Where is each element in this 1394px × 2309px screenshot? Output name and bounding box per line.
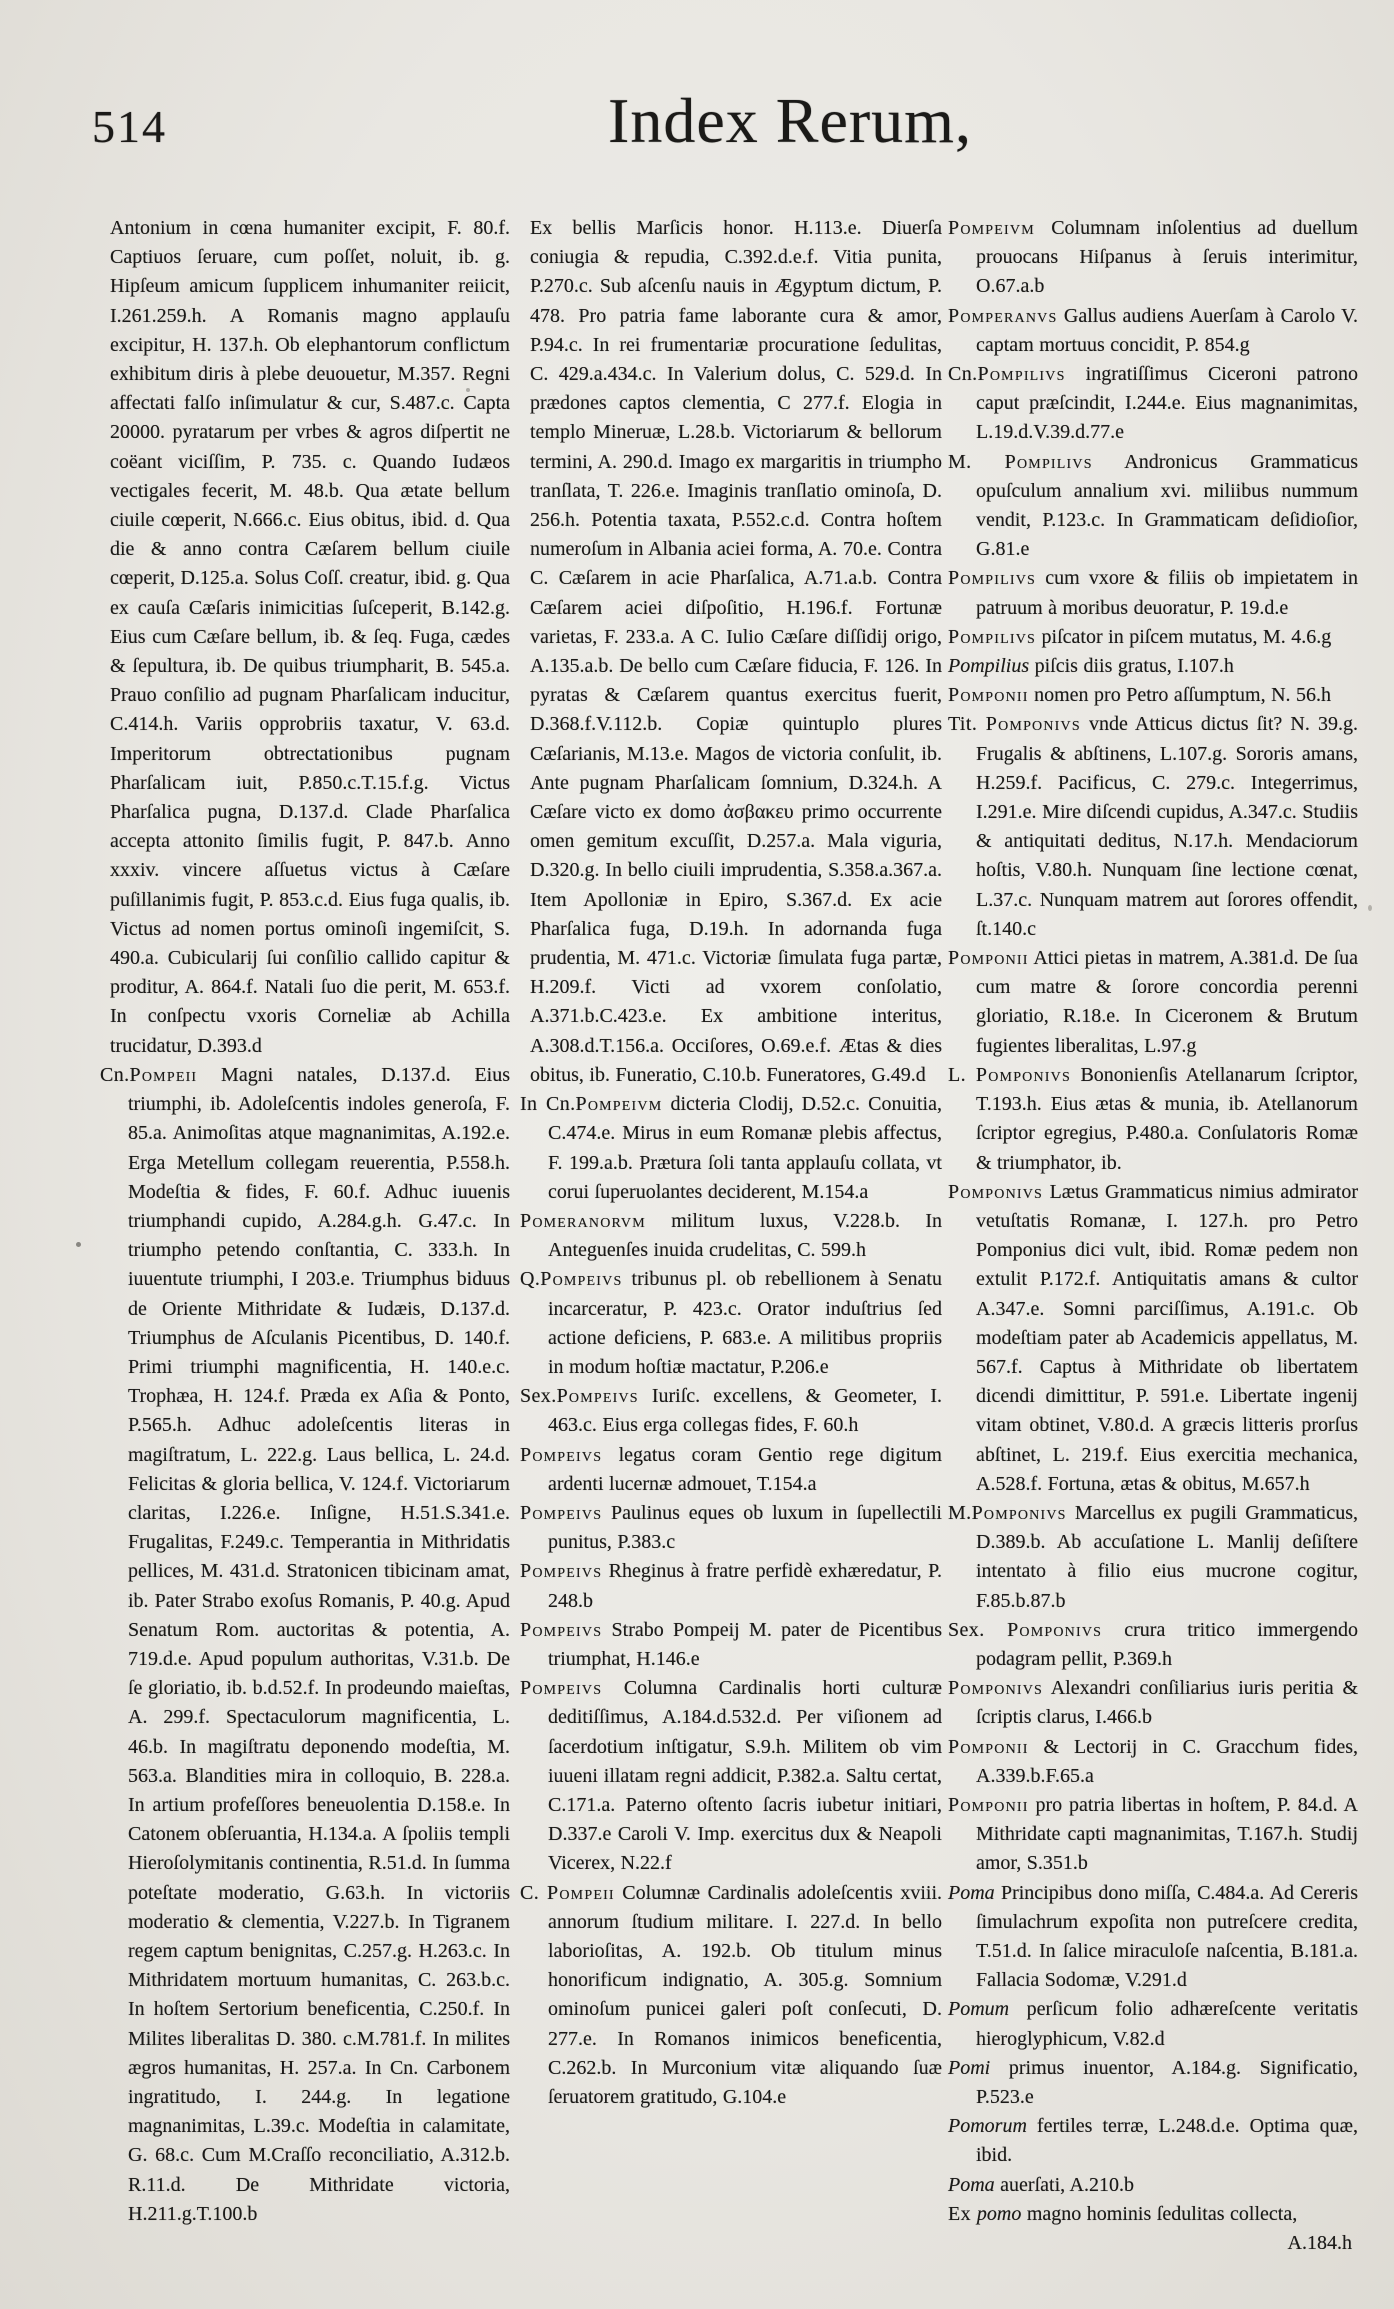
headword: Poma xyxy=(948,2173,995,2196)
headword-prefix: Cn. xyxy=(100,1063,130,1086)
index-entry: Pompeivs legatus coram Gentio rege digitum ardenti lucernæ admouet, T.154.a xyxy=(520,1443,942,1495)
index-entry: Pompilivs piſcator in piſcem mutatus, M. 4.6.g xyxy=(948,625,1332,648)
index-entry: Pompilivs cum vxore & filiis ob impietatem in patruum à moribus deuoratur, P. 19.d.e xyxy=(948,567,1358,619)
index-entry: Pomponivs Lætus Grammaticus nimius admirator vetuſtatis Romanæ, I. 127.h. pro Petro Pomponius dici vult, ibid. Romæ pedem non extulit P.172.f. Antiquitatis amans & cultor A.347.e. Somni parciſſimus, A.191.c. Ob modeſtiam pater ab Academicis appellatus, M. 567.f. Captus à Mithridate ob libertatem dicendi dimittitur, P. 591.e. Libertate ingenij vitam obtinet, V.80.d. A græcis litteris prorſus abſtinet, L. 219.f. Eius exercitia mechanica, A.528.f. Fortuna, ætas & obitus, M.657.h xyxy=(948,1180,1358,1495)
headword: pomo xyxy=(976,2202,1022,2225)
headword: Pompeivs xyxy=(540,1268,623,1291)
index-continuation: Ex bellis Marſicis honor. H.113.e. Diuerſa coniugia & repudia, C.392.d.e.f. Vitia punita, P.270.c. Sub aſcenſu nauis in Ægyptum dictum, P. 478. Pro patria fame laborante cura & amor, P.94.c. In rei frumentariæ procuratione ſedulitas, C. 429.a.434.c. In Valerium dolus, C. 529.d. In prædones captos clementia, C 277.f. Elogia in templo Mineruæ, L.28.b. Victoriarum & bellorum termini, A. 290.d. Imago ex margaritis in triumpho tranſlata, T. 226.e. Imaginis tranſlatio ominoſa, D. 256.h. Potentia taxata, P.552.c.d. Contra hoſtem numeroſum in Albania aciei forma, A. 70.e. Contra C. Cæſarem in acie Pharſalica, A.71.a.b. Contra Cæſarem aciei diſpoſitio, H.196.f. Fortunæ varietas, F. 233.a. A C. Iulio Cæſare diſſidij origo, A.135.a.b. De bello cum Cæſare fiducia, F. 126. In pyratas & Cæſarem quantus exercitus fuerit, D.368.f.V.112.b. Copiæ quintuplo plures Cæſarianis, M.13.e. Magos de victoria conſulit, ib. Ante pugnam Pharſalicam ſomnium, D.324.h. A Cæſare victo ex domo ἀσβακευ primo occurrente omen gemitum excuſſit, D.257.a. Mala viguria, D.320.g. In bello ciuili imprudentia, S.358.a.367.a. Item Apolloniæ in Epiro, S.367.d. Ex acie Pharſalica fuga, D.19.h. In adornanda fuga prudentia, M. 471.c. Victoriæ ſimulata fuga partæ, H.209.f. Victi ad vxorem conſolatio, A.371.b.C.423.e. Ex ambitione interitus, A.308.d.T.156.a. Occiſores, O.69.e.f. Ætas & dies obitus, ib. Funeratio, C.10.b. Funeratores, G.49.d xyxy=(530,217,942,1086)
headword: Pomponivs xyxy=(948,1677,1044,1700)
index-entry: Pompeivs Columna Cardinalis horti culturæ deditiſſimus, A.184.d.532.d. Per viſionem ad ſacerdotium inſtigatur, S.9.h. Militem ob vim iuueni illatam regni addicit, P.382.a. Saltu certat, C.171.a. Paterno oſtento ſacris iubetur initiari, D.337.e Caroli V. Imp. exercitus dux & Neapoli Vicerex, N.22.f xyxy=(520,1677,942,1875)
ink-speck xyxy=(466,388,470,392)
index-entry: Sex. Pomponivs crura tritico immergendo podagram pellit, P.369.h xyxy=(948,1618,1358,1670)
index-entry: Pomponii nomen pro Petro aſſumptum, N. 56.h xyxy=(948,684,1332,707)
headword: Pompeivs xyxy=(520,1560,603,1583)
headword-prefix: Tit. xyxy=(948,713,986,736)
headword-prefix: In Cn. xyxy=(520,1093,576,1116)
index-entry: Pompeivs Strabo Pompeij M. pater de Picentibus triumphat, H.146.e xyxy=(520,1618,942,1670)
index-column-2 xyxy=(520,214,942,2112)
headword: Pomponivs xyxy=(1007,1618,1103,1641)
headword-prefix: C. xyxy=(520,1881,548,1904)
headword: Pomponii xyxy=(948,1793,1029,1816)
headword: Pompilivs xyxy=(948,625,1037,648)
index-entry: Pomperanvs Gallus audiens Auerſam à Carolo V. captam mortuus concidit, P. 854.g xyxy=(948,304,1358,356)
ink-speck xyxy=(76,1242,81,1247)
headword: Pompilius xyxy=(948,655,1030,678)
headword: Pomum xyxy=(948,1998,1010,2021)
index-entry: Sex.Pompeivs Iuriſc. excellens, & Geometer, I. 463.c. Eius erga collegas fides, F. 60.h xyxy=(520,1385,942,1437)
index-entry: Pomeranorvm militum luxus, V.228.b. In Anteguenſes inuida crudelitas, C. 599.h xyxy=(520,1209,942,1262)
headword-prefix: L. xyxy=(948,1063,976,1086)
index-entry: Pompilius piſcis diis gratus, I.107.h xyxy=(948,655,1234,678)
headword: Pomponivs xyxy=(948,1180,1044,1203)
headword: Pompeii xyxy=(129,1063,198,1086)
headword-prefix: Ex xyxy=(948,2202,977,2225)
headword: Pompeii xyxy=(547,1881,615,1904)
ink-speck xyxy=(1368,905,1372,911)
index-entry: Pomum perſicum folio adhæreſcente veritatis hieroglyphicum, V.82.d xyxy=(948,1998,1358,2050)
headword: Pompeivs xyxy=(520,1501,603,1524)
index-continuation: Antonium in cœna humaniter excipit, F. 80.f. Captiuos ſeruare, cum poſſet, noluit, ib. g. Hipſeum amicum ſupplicem inhumaniter reiicit, I.261.259.h. A Romanis magno applauſu excipitur, H. 137.h. Ob elephantorum conflictum exhibitum diris à plebe deuouetur, M.357. Regni affectati falſo inſimulatur & cur, S.487.c. Capta 20000. pyratarum per vrbes & agros diſpertit ne coëant viciſſim, P. 735. c. Quando Iudæos vectigales fecerit, M. 48.b. Qua ætate bellum ciuile cœperit, N.666.c. Eius obitus, ibid. d. Qua die & anno contra Cæſarem bellum ciuile cœperit, D.125.a. Solus Coſſ. creatur, ibid. g. Qua ex cauſa Cæſaris inimicitias ſuſceperit, B.142.g. Eius cum Cæſare bellum, ib. & ſeq. Fuga, cædes & ſepultura, ib. De quibus triumpharit, B. 545.a. Prauo conſilio ad pugnam Pharſalicam inducitur, C.414.h. Variis opprobriis taxatur, V. 63.d. Imperitorum obtrectationibus pugnam Pharſalicam iuit, P.850.c.T.15.f.g. Victus Pharſalica pugna, D.137.d. Clade Pharſalica accepta attonito ſimilis fugit, P. 847.b. Anno xxxiv. vincere aſſuetus victus à Cæſare puſillanimis fugit, P. 853.c.d. Eius fuga qualis, ib. Victus ad nomen portus ominoſi ingemiſcit, S. 490.a. Cubicularij ſui conſilio callido capitur & proditur, A. 864.f. Natali ſuo die perit, M. 653.f. In conſpectu vxoris Corneliæ ab Achilla trucidatur, D.393.d xyxy=(110,217,510,1057)
headword: Pomponivs xyxy=(985,713,1081,736)
index-entry: Pomi primus inuentor, A.184.g. Significatio, P.523.e xyxy=(948,2056,1358,2108)
headword-prefix: Cn. xyxy=(948,363,978,386)
index-entry: Pomorum fertiles terræ, L.248.d.e. Optima quæ, ibid. xyxy=(948,2115,1358,2167)
headword: Pompeivm xyxy=(948,217,1035,239)
entry-reference-right: A.184.h xyxy=(1287,2232,1352,2255)
index-entry: Tit. Pomponivs vnde Atticus dictus ſit? N. 39.g. Frugalis & abſtinens, L.107.g. Sororis amans, H.259.f. Pacificus, C. 279.c. Integerrimus, I.291.e. Mire diſcendi cupidus, A.347.c. Studiis & antiquitati deditus, N.17.h. Mendaciorum hoſtis, V.80.h. Nunquam ſine lectione cœnat, L.37.c. Nunquam matrem aut ſorores offendit, ſt.140.c xyxy=(948,713,1358,940)
index-entry: M.Pomponivs Marcellus ex pugili Grammaticus, D.389.b. Ab accuſatione L. Manlij deſiſtere intentato à filio eius mucrone cogitur, F.85.b.87.b xyxy=(948,1501,1358,1612)
headword: Pomponivs xyxy=(975,1063,1071,1086)
index-entry: Pomponii pro patria libertas in hoſtem, P. 84.d. A Mithridate capti magnanimitas, T.167.h. Studij amor, S.351.b xyxy=(948,1793,1358,1875)
page-title: Index Rerum, xyxy=(608,85,972,156)
headword: Poma xyxy=(948,1881,995,1904)
headword: Pomperanvs xyxy=(948,304,1058,327)
headword: Pomponii xyxy=(948,1735,1029,1758)
index-entry: Poma Principibus dono miſſa, C.484.a. Ad Cereris ſimulachrum expoſita non putreſcere credita, T.51.d. In ſalice miraculoſe naſcentia, B.181.a. Fallacia Sodomæ, V.291.d xyxy=(948,1881,1358,1992)
headword-prefix: Q. xyxy=(520,1268,541,1291)
headword: Pompeivs xyxy=(556,1385,639,1408)
index-entry: In Cn.Pompeivm dicteria Clodij, D.52.c. Conuitia, C.474.e. Mirus in eum Romanæ plebis affectus, F. 199.a.b. Prætura ſoli tanta applauſu collata, vt corui ſuperuolantes deciderent, M.154.a xyxy=(520,1093,942,1203)
index-entry: Pompeivm Columnam inſolentius ad duellum prouocans Hiſpanus à ſeruis interimitur, O.67.a.b xyxy=(948,217,1358,298)
headword: Pomponivs xyxy=(971,1501,1067,1524)
index-entry: Pompeivs Paulinus eques ob luxum in ſupellectili punitus, P.383.c xyxy=(520,1501,942,1554)
headword-prefix: M. xyxy=(948,450,1005,473)
headword: Pompilivs xyxy=(1004,450,1093,473)
headword: Pompilivs xyxy=(977,363,1066,386)
headword: Pompeivs xyxy=(520,1618,603,1641)
index-column-3 xyxy=(948,214,1358,2258)
headword: Pompeivm xyxy=(575,1093,663,1116)
index-entry: Pomponivs Alexandri conſiliarius iuris peritia & ſcriptis clarus, I.466.b xyxy=(948,1677,1358,1729)
index-entry: Cn.Pompeii Magni natales, D.137.d. Eius triumphi, ib. Adoleſcentis indoles generoſa, F. 85.a. Animoſitas atque magnanimitas, A.192.e. Erga Metellum collegam reuerentia, P.558.h. Modeſtia & fides, F. 60.f. Adhuc iuuenis triumphandi cupido, A.284.g.h. G.47.c. In triumpho petendo conſtantia, C. 333.h. In iuuentute triumphi, I 203.e. Triumphus biduus de Oriente Mithridate & Iudæis, D.137.d. Triumphus de Aſculanis Picentibus, D. 140.f. Primi triumphi magnificentia, H. 140.e.c. Trophæa, H. 124.f. Præda ex Aſia & Ponto, P.565.h. Adhuc adoleſcentis literas in magiſtratum, L. 222.g. Laus bellica, L. 24.d. Felicitas & gloria bellica, V. 124.f. Victoriarum claritas, I.226.e. Inſigne, H.51.S.341.e. Frugalitas, F.249.c. Temperantia in Mithridatis pellices, M. 431.d. Stratonicen tibicinam amat, ib. Pater Strabo exoſus Romanis, P. 40.g. Apud Senatum Rom. auctoritas & potentia, A. 719.d.e. Apud populum authoritas, V.31.b. De ſe gloriatio, ib. b.d.52.f. In prodeundo maieſtas, A. 299.f. Spectaculorum magnificentia, L. 46.b. In magiſtratu deponendo modeſtia, M. 563.a. Blandities mira in colloquio, B. 228.a. In artium profeſſores beneuolentia D.158.e. In Catonem obſeruantia, H.134.a. A ſpoliis templi Hieroſolymitanis continentia, R.51.d. In ſumma poteſtate moderatio, G.63.h. In victoriis moderatio & clementia, V.227.b. In Tigranem regem captum benignitas, C.257.g. H.263.c. In Mithridatem mortuum humanitas, C. 263.b.c. In hoſtem Sertorium beneficentia, C.250.f. In Milites liberalitas D. 380. c.M.781.f. In milites ægros humanitas, H. 257.a. In Cn. Carbonem ingratitudo, I. 244.g. In legatione magnanimitas, L.39.c. Modeſtia in calamitate, G. 68.c. Cum M.Craſſo reconciliatio, A.312.b. R.11.d. De Mithridate victoria, H.211.g.T.100.b xyxy=(100,1063,510,2225)
headword: Pomponii xyxy=(948,684,1029,707)
page-number: 514 xyxy=(92,101,167,152)
index-entry: Q.Pompeivs tribunus pl. ob rebellionem à Senatu incarceratur, P. 423.c. Orator induſtrius ſed actione deficiens, P. 683.e. A militibus propriis in modum hoſtiæ mactatur, P.206.e xyxy=(520,1268,942,1378)
index-entry: Poma auerſati, A.210.b xyxy=(948,2173,1134,2196)
headword-prefix: Sex. xyxy=(520,1385,557,1408)
index-entry: M. Pompilivs Andronicus Grammaticus opuſculum annalium xvi. miliibus nummum vendit, P.123.c. In Grammaticam deſidioſior, G.81.e xyxy=(948,450,1358,561)
index-entry: L. Pomponivs Bononienſis Atellanarum ſcriptor, T.193.h. Eius ætas & munia, ib. Atellanorum ſcriptor egregius, P.480.a. Conſulatoris Romæ & triumphator, ib. xyxy=(948,1063,1359,1174)
headword: Pomeranorvm xyxy=(520,1209,646,1232)
headword-prefix: Sex. xyxy=(948,1618,1008,1641)
headword: Pompilivs xyxy=(948,567,1037,590)
headword: Pomponii xyxy=(948,947,1029,970)
headword: Pomi xyxy=(948,2056,991,2079)
index-entry: Ex pomo magno hominis ſedulitas collecta, A.184.h xyxy=(948,2200,1358,2258)
headword: Pompeivs xyxy=(520,1443,603,1466)
headword: Pompeivs xyxy=(520,1677,603,1700)
index-entry: C. Pompeii Columnæ Cardinalis adoleſcentis xviii. annorum ſtudium militare. I. 227.d. In bello laborioſitas, A. 192.b. Ob titulum minus honorificum indignatio, A. 305.g. Somnium ominoſum punicei galeri poſt conſecuti, D. 277.e. In Romanos inimicos beneficentia, C.262.b. In Murconium vitæ aliquando ſuæ ſeruatorem gratitudo, G.104.e xyxy=(520,1881,942,2108)
index-entry: Cn.Pompilivs ingratiſſimus Ciceroni patrono caput præſcindit, I.244.e. Eius magnanimitas, L.19.d.V.39.d.77.e xyxy=(948,363,1358,444)
index-column-1 xyxy=(100,214,510,2229)
headword: Pomorum xyxy=(948,2115,1027,2138)
index-entry: Pompeivs Rheginus à fratre perfidè exhæredatur, P. 248.b xyxy=(520,1560,942,1612)
index-entry: Pomponii Attici pietas in matrem, A.381.d. De ſua cum matre & ſorore concordia perenni gloriatio, R.18.e. In Ciceronem & Brutum fugientes liberalitas, L.97.g xyxy=(948,947,1358,1057)
index-entry: Pomponii & Lectorij in C. Gracchum fides, A.339.b.F.65.a xyxy=(948,1735,1358,1787)
headword-prefix: M. xyxy=(948,1501,972,1524)
